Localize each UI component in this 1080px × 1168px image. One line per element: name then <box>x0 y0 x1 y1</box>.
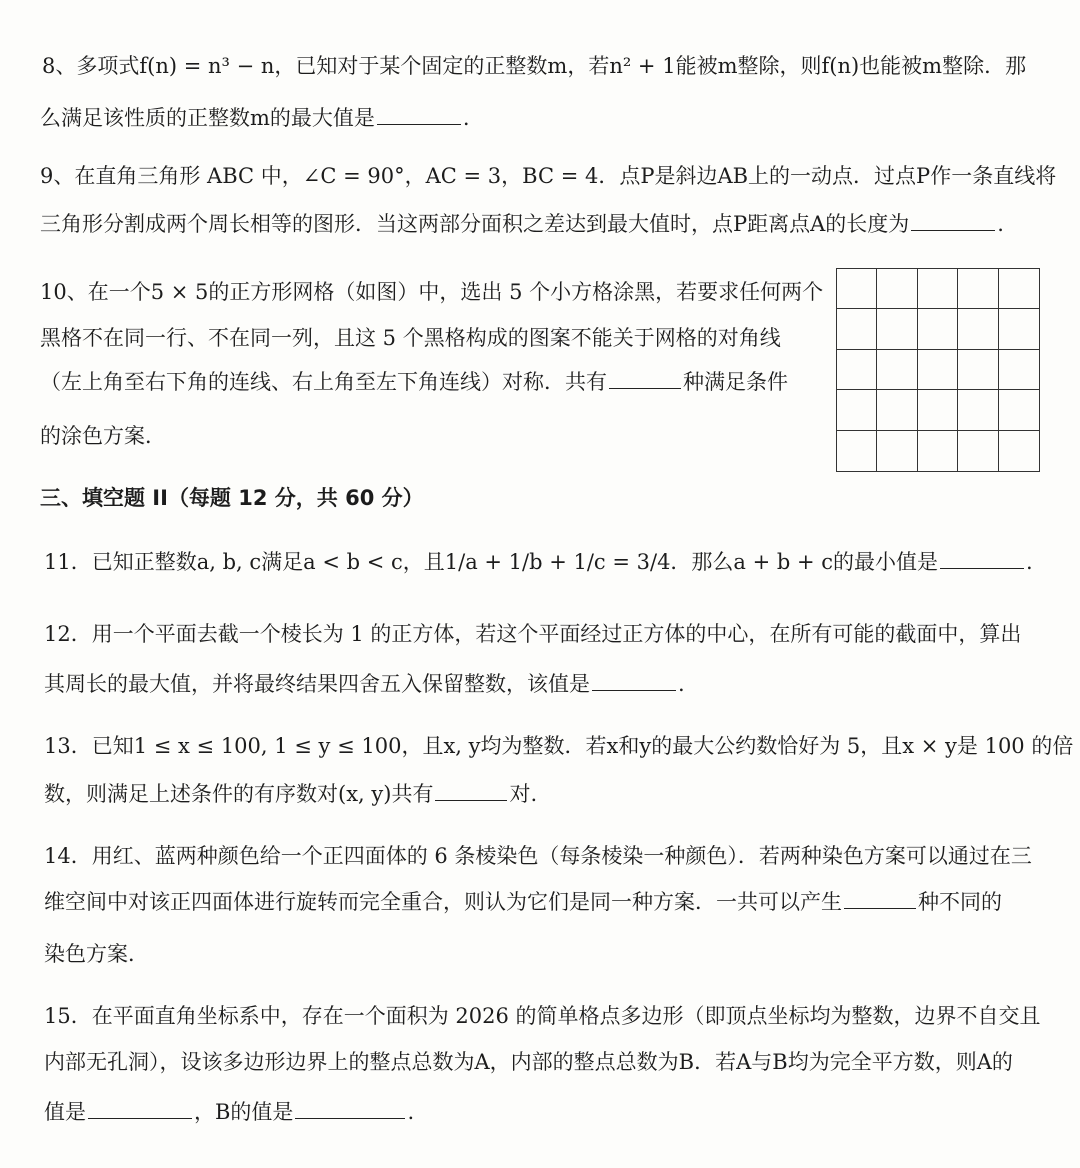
q13-line-1: 13．已知1 ≤ x ≤ 100, 1 ≤ y ≤ 100，且x, y均为整数．若x和y的最大公约数恰好为 5，且x × y是 100 的倍 <box>44 734 1074 758</box>
q13-line-2-text: 数，则满足上述条件的有序数对(x, y)共有 <box>44 782 434 806</box>
q14-line-3: 染色方案． <box>44 942 149 966</box>
q15-line-3-text-b: ，B的值是 <box>194 1100 294 1124</box>
q9-line-2 <box>40 210 1004 238</box>
grid-cell <box>877 350 917 390</box>
q10-line-3-text: （左上角至右下角的连线、右上角至左下角连线）对称．共有 <box>40 370 607 394</box>
grid-cell <box>837 390 877 430</box>
grid-cell <box>837 269 877 309</box>
q15-answer-blank-b[interactable] <box>295 1100 405 1119</box>
q12-line-1: 12．用一个平面去截一个棱长为 1 的正方体，若这个平面经过正方体的中心，在所有可能的截面中，算出 <box>44 622 1022 646</box>
q15-line-2: 内部无孔洞），设该多边形边界上的整点总数为A，内部的整点总数为B．若A与B均为完全平方数，则A的 <box>44 1050 1013 1074</box>
grid-cell <box>958 309 998 349</box>
q12-answer-blank[interactable] <box>592 672 676 691</box>
grid-cell <box>877 309 917 349</box>
q10-answer-blank[interactable] <box>609 370 681 389</box>
q8-answer-blank[interactable] <box>377 106 461 125</box>
grid-cell <box>877 269 917 309</box>
q11-answer-blank[interactable] <box>940 550 1024 569</box>
grid-cell <box>837 309 877 349</box>
q8-line-2-end: . <box>462 106 470 130</box>
q11-line-1 <box>44 548 1033 576</box>
grid-cell <box>958 390 998 430</box>
q11-line-1-text: 11．已知正整数a, b, c满足a < b < c，且1/a + 1/b + 1/c = 3/4．那么a + b + c的最小值是 <box>44 550 939 574</box>
grid-cell <box>999 431 1039 471</box>
grid-cell <box>958 350 998 390</box>
grid-cell <box>958 269 998 309</box>
grid-cell <box>837 431 877 471</box>
q14-line-2-text: 维空间中对该正四面体进行旋转而完全重合，则认为它们是同一种方案．一共可以产生 <box>44 890 842 914</box>
grid-cell <box>999 309 1039 349</box>
grid-cell <box>918 269 958 309</box>
q14-line-2-end: 种不同的 <box>918 890 1002 914</box>
q8-line-2 <box>40 104 470 132</box>
q13-line-2-end: 对. <box>509 782 538 806</box>
grid-cell <box>918 350 958 390</box>
five-by-five-grid-figure <box>836 268 1040 472</box>
q9-line-1: 9、在直角三角形 ABC 中，∠C = 90°，AC = 3，BC = 4．点P是斜边AB上的一动点．过点P作一条直线将 <box>40 164 1057 188</box>
q11-line-1-end: . <box>1026 550 1033 574</box>
q15-answer-blank-a[interactable] <box>88 1100 192 1119</box>
q9-answer-blank[interactable] <box>911 212 995 231</box>
q10-line-4: 的涂色方案． <box>40 424 166 448</box>
grid-cell <box>837 350 877 390</box>
q8-line-2-text: 么满足该性质的正整数m的最大值是 <box>40 106 375 130</box>
q14-answer-blank[interactable] <box>844 890 916 909</box>
grid-cell <box>877 431 917 471</box>
q10-line-3-end: 种满足条件 <box>683 370 788 394</box>
q15-line-3-text-a: 值是 <box>44 1100 86 1124</box>
q12-line-2 <box>44 670 685 698</box>
grid-cell <box>877 390 917 430</box>
q15-line-3 <box>44 1098 414 1126</box>
grid-cell <box>918 431 958 471</box>
q13-line-2 <box>44 780 537 808</box>
q12-line-2-text: 其周长的最大值，并将最终结果四舍五入保留整数，该值是 <box>44 672 590 696</box>
q12-line-2-end: . <box>678 672 685 696</box>
q10-line-3 <box>40 368 788 396</box>
q15-line-3-end: . <box>407 1100 415 1124</box>
q14-line-2 <box>44 888 1002 916</box>
q13-answer-blank[interactable] <box>435 782 507 801</box>
grid-cell <box>999 269 1039 309</box>
grid-cell <box>999 390 1039 430</box>
q9-line-2-text: 三角形分割成两个周长相等的图形．当这两部分面积之差达到最大值时，点P距离点A的长度为 <box>40 212 910 236</box>
q8-line-1: 8、多项式f(n) = n³ − n，已知对于某个固定的正整数m，若n² + 1能被m整除，则f(n)也能被m整除．那 <box>42 54 1027 78</box>
grid-cell <box>958 431 998 471</box>
grid-cell <box>999 350 1039 390</box>
grid-cell <box>918 390 958 430</box>
grid-cell <box>918 309 958 349</box>
q10-line-1: 10、在一个5 × 5的正方形网格（如图）中，选出 5 个小方格涂黑，若要求任何两个 <box>40 280 824 304</box>
q14-line-1: 14．用红、蓝两种颜色给一个正四面体的 6 条棱染色（每条棱染一种颜色）．若两种染色方案可以通过在三 <box>44 844 1032 868</box>
section-heading: 三、填空题 II（每题 12 分，共 60 分） <box>40 486 424 510</box>
q15-line-1: 15．在平面直角坐标系中，存在一个面积为 2026 的简单格点多边形（即顶点坐标均为整数，边界不自交且 <box>44 1004 1041 1028</box>
q10-line-2: 黑格不在同一行、不在同一列，且这 5 个黑格构成的图案不能关于网格的对角线 <box>40 326 781 350</box>
q9-line-2-end: . <box>997 212 1004 236</box>
